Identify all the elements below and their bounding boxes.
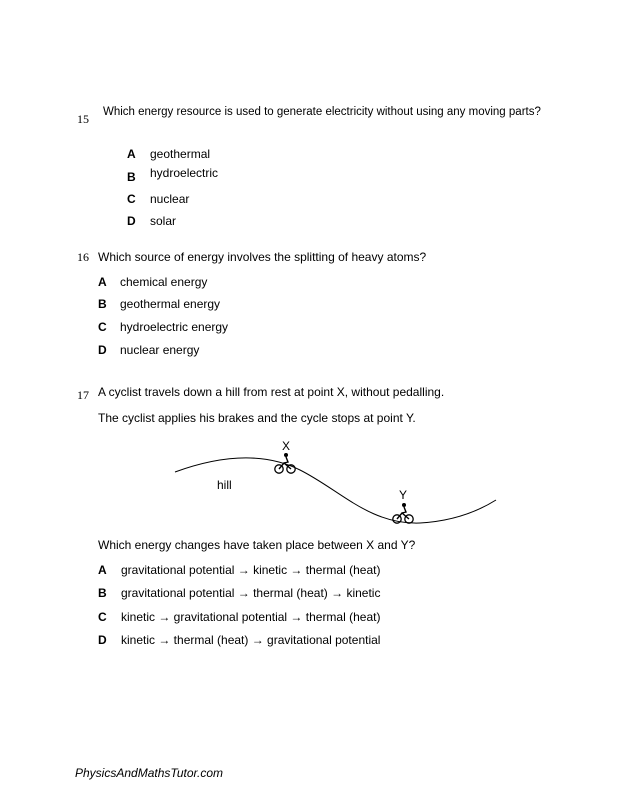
point-y-label: Y <box>399 488 408 502</box>
q15-option-c-text: nuclear <box>150 192 190 206</box>
cyclist-x-icon <box>275 453 295 473</box>
q16-option-b-letter: B <box>98 297 107 311</box>
q15-option-d-letter: D <box>127 214 136 228</box>
q15-option-c-letter: C <box>127 192 136 206</box>
hill-label: hill <box>217 478 232 492</box>
question-17-text-line1: A cyclist travels down a hill from rest at point X, without pedalling. <box>98 385 445 399</box>
point-x-label: X <box>282 439 291 453</box>
q15-option-d-text: solar <box>150 214 177 228</box>
q17-option-c-letter: C <box>98 610 107 624</box>
question-16-text: Which source of energy involves the splitting of heavy atoms? <box>98 250 427 264</box>
q17-option-d-letter: D <box>98 633 107 647</box>
question-16-number: 16 <box>77 250 89 264</box>
q17-option-c-text: kinetic → gravitational potential → thermal (heat) <box>121 610 381 624</box>
q16-option-a-text: chemical energy <box>120 275 208 289</box>
q17-option-a-text: gravitational potential → kinetic → thermal (heat) <box>121 563 381 577</box>
q16-option-c-text: hydroelectric energy <box>120 320 229 334</box>
q15-option-a-text: geothermal <box>150 147 211 161</box>
q17-option-b-letter: B <box>98 586 107 600</box>
q17-option-a-letter: A <box>98 563 107 577</box>
q16-option-d-letter: D <box>98 343 107 357</box>
cyclist-y-icon <box>393 503 413 523</box>
q17-option-d-text: kinetic → thermal (heat) → gravitational potential <box>121 633 381 647</box>
q16-option-b-text: geothermal energy <box>120 297 221 311</box>
q16-option-c-letter: C <box>98 320 107 334</box>
question-17-number: 17 <box>77 388 89 402</box>
q15-option-b-letter: B <box>127 170 136 184</box>
q15-option-a-letter: A <box>127 147 136 161</box>
question-17-prompt: Which energy changes have taken place between X and Y? <box>98 538 416 552</box>
footer-site-name: PhysicsAndMathsTutor.com <box>75 766 224 780</box>
q16-option-a-letter: A <box>98 275 107 289</box>
q16-option-d-text: nuclear energy <box>120 343 200 357</box>
q17-option-b-text: gravitational potential → thermal (heat) → kinetic <box>121 586 381 600</box>
q15-option-b-text: hydroelectric <box>150 166 219 180</box>
question-17-text-line2: The cyclist applies his brakes and the cycle stops at point Y. <box>98 411 416 425</box>
question-15-text: Which energy resource is used to generate electricity without using any moving parts? <box>103 106 541 118</box>
question-15-number: 15 <box>77 112 89 126</box>
